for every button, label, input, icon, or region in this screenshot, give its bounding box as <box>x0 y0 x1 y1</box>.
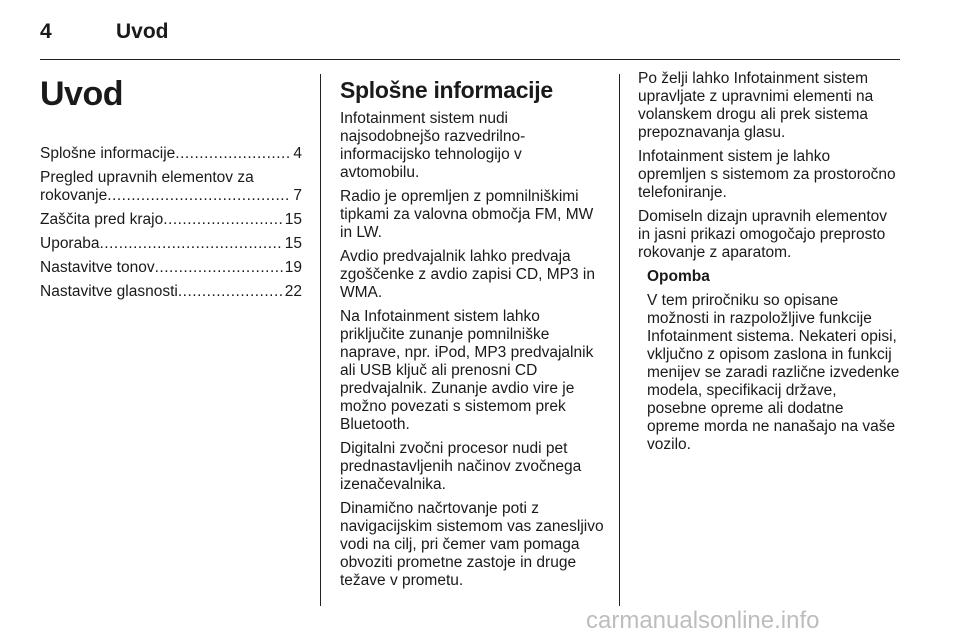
table-of-contents <box>40 145 302 301</box>
toc-leader-dots <box>99 235 282 253</box>
page-number: 4 <box>40 20 52 43</box>
body-paragraph: Digitalni zvočni procesor nudi pet prednastavljenih načinov zvočnega izenačevalnika. <box>340 440 582 493</box>
body-paragraph: Po želji lahko Infotainment sistem upravljate z upravnimi elementi na volanskem drogu ali prek sistema prepoznavanja glasu. <box>638 70 874 141</box>
note-text: V tem priročniku so opisane možnosti in razpoložljive funkcije Infotainment sistema. Nekateri opisi, vključno z opisom zaslona in funkcij menijev se zaradi različne izvedenke modela, specifikacij države, posebne opreme ali dodatne opreme morda ne nanašajo na vaše vozilo. <box>647 292 900 453</box>
toc-entry-text: Zaščita pred krajo <box>40 211 164 228</box>
note-box <box>647 268 900 454</box>
toc-entry[interactable] <box>40 259 302 277</box>
toc-leader-dots <box>155 259 283 277</box>
body-paragraph: Na Infotainment sistem lahko priključite zunanje pomnilniške naprave, npr. iPod, MP3 predvajalnik ali USB ključ ali prenosni CD predvajalnik. Zunanje avdio vire je možno povezati s sistemom prek Bluetooth. <box>340 308 594 433</box>
body-paragraph: Radio je opremljen z pomnilniškimi tipkami za valovna območja FM, MW in LW. <box>340 188 594 241</box>
toc-page-number: 4 <box>293 145 302 162</box>
toc-leader-dots <box>107 187 291 205</box>
toc-leader-dots <box>178 283 283 301</box>
toc-page-number: 7 <box>293 187 302 204</box>
column-divider <box>320 74 321 606</box>
toc-entry-text: Nastavitve glasnosti <box>40 283 178 300</box>
column-divider <box>619 74 620 606</box>
toc-page-number: 15 <box>284 235 302 252</box>
toc-entry-text: Uporaba <box>40 235 100 252</box>
toc-leader-dots <box>175 145 291 163</box>
toc-entry-text-line1: Pregled upravnih elementov za <box>40 169 254 186</box>
chapter-title: Uvod <box>40 75 123 113</box>
toc-entry[interactable] <box>40 169 302 205</box>
left-column <box>40 70 302 307</box>
body-paragraph: Avdio predvajalnik lahko predvaja zgoščenke z avdio zapisi CD, MP3 in WMA. <box>340 248 596 301</box>
watermark: carmanualsonline.info <box>586 607 820 634</box>
toc-entry-text: rokovanje <box>40 187 108 204</box>
page-header <box>40 14 900 54</box>
toc-entry[interactable] <box>40 211 302 229</box>
running-chapter-title: Uvod <box>116 20 169 43</box>
toc-entry[interactable] <box>40 145 302 163</box>
toc-entry[interactable] <box>40 283 302 301</box>
body-paragraph: Infotainment sistem je lahko opremljen s sistemom za prostoročno telefoniranje. <box>638 148 896 201</box>
body-paragraph: Dinamično načrtovanje poti z navigacijskim sistemom vas zanesljivo vodi na cilj, pri čemer vam pomaga obvoziti prometne zastoje in druge težave v prometu. <box>340 500 604 589</box>
toc-page-number: 19 <box>284 259 302 276</box>
toc-entry-text: Splošne informacije <box>40 145 176 162</box>
toc-leader-dots <box>163 211 283 229</box>
toc-page-number: 22 <box>284 283 302 300</box>
header-divider <box>40 59 900 60</box>
toc-entry-text: Nastavitve tonov <box>40 259 155 276</box>
toc-page-number: 15 <box>284 211 302 228</box>
body-paragraph: Domiseln dizajn upravnih elementov in jasni prikazi omogočajo preprosto rokovanje z aparatom. <box>638 208 887 261</box>
middle-column <box>340 70 604 596</box>
toc-entry[interactable] <box>40 235 302 253</box>
right-column <box>638 70 900 460</box>
body-paragraph: Infotainment sistem nudi najsodobnejšo razvedrilno-informacijsko tehnologijo v avtomobilu. <box>340 110 526 181</box>
section-title: Splošne informacije <box>340 77 553 103</box>
note-title: Opomba <box>647 268 710 285</box>
